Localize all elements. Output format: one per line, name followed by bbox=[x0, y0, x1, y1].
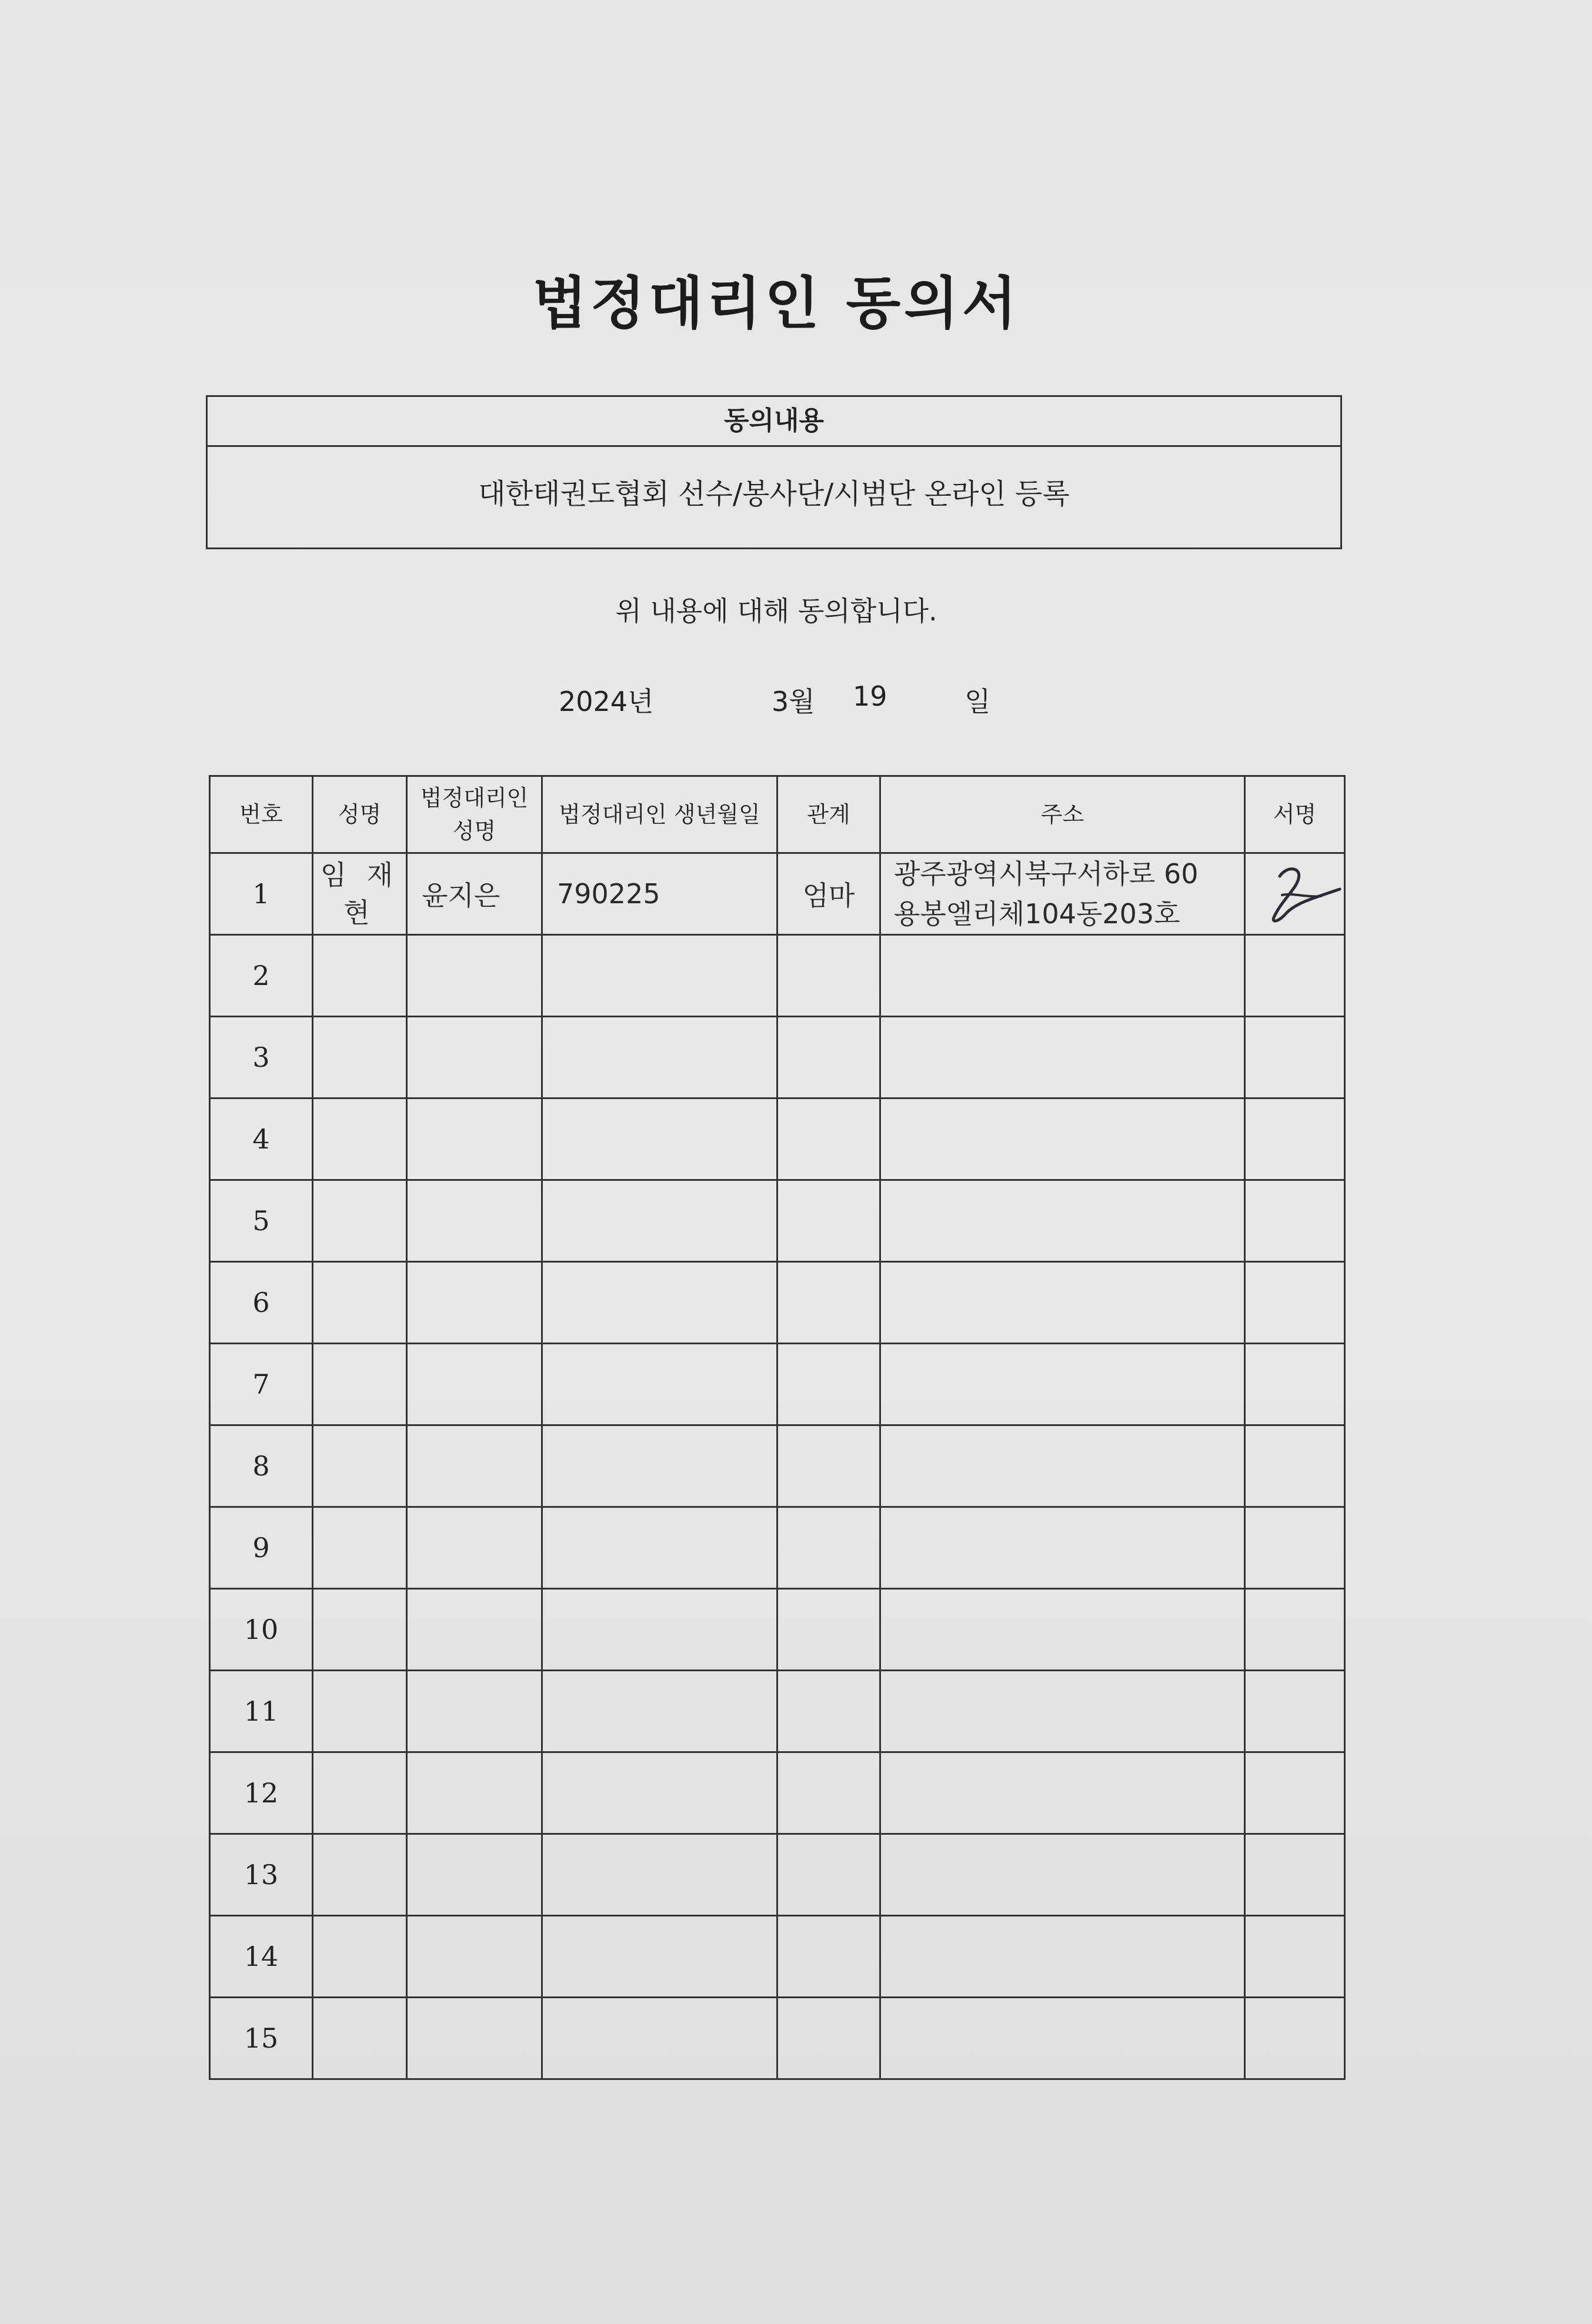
guardian-birthdate bbox=[542, 1834, 777, 1916]
row-number: 6 bbox=[210, 1262, 313, 1344]
relation bbox=[777, 1098, 880, 1180]
relation bbox=[777, 1017, 880, 1098]
row-number: 9 bbox=[210, 1507, 313, 1589]
address bbox=[880, 935, 1245, 1017]
address-line-1: 광주광역시북구서하로 60 bbox=[894, 858, 1199, 890]
header-signature: 서명 bbox=[1245, 776, 1345, 853]
guardian-birthdate bbox=[542, 1671, 777, 1752]
guardian-name bbox=[407, 1507, 542, 1589]
guardian-birthdate bbox=[542, 1507, 777, 1589]
relation bbox=[777, 935, 880, 1017]
guardian-name bbox=[407, 1262, 542, 1344]
relation bbox=[777, 1507, 880, 1589]
guardian-name bbox=[407, 1589, 542, 1671]
participant-name bbox=[313, 1425, 407, 1507]
address-line-2: 용봉엘리체104동203호 bbox=[894, 898, 1180, 930]
address bbox=[880, 1916, 1245, 1998]
date-month: 3월 bbox=[772, 686, 815, 717]
relation bbox=[777, 1834, 880, 1916]
guardian-name bbox=[407, 1180, 542, 1262]
guardian-birthdate: 790225 bbox=[542, 853, 777, 935]
signature-cell bbox=[1245, 1998, 1345, 2079]
guardian-birthdate bbox=[542, 1098, 777, 1180]
table-row bbox=[210, 1834, 1345, 1916]
guardian-name bbox=[407, 1834, 542, 1916]
guardian-name bbox=[407, 1425, 542, 1507]
header-guardian-birth: 법정대리인 생년월일 bbox=[542, 776, 777, 853]
row-number: 5 bbox=[210, 1180, 313, 1262]
guardian-name bbox=[407, 1998, 542, 2079]
agreement-statement: 위 내용에 대해 동의합니다. bbox=[615, 595, 937, 627]
guardian-birthdate bbox=[542, 1180, 777, 1262]
address bbox=[880, 1834, 1245, 1916]
table-row bbox=[210, 1998, 1345, 2079]
row-number: 10 bbox=[210, 1589, 313, 1671]
signature-cell bbox=[1245, 1671, 1345, 1752]
address bbox=[880, 1671, 1245, 1752]
guardian-name bbox=[407, 1671, 542, 1752]
address bbox=[880, 853, 1245, 935]
guardian-birthdate bbox=[542, 1344, 777, 1425]
table-row bbox=[210, 1425, 1345, 1507]
guardian-birthdate bbox=[542, 935, 777, 1017]
relation bbox=[777, 1180, 880, 1262]
table-row bbox=[210, 1344, 1345, 1425]
participant-name bbox=[313, 1344, 407, 1425]
participant-name bbox=[313, 1998, 407, 2079]
row-number: 8 bbox=[210, 1425, 313, 1507]
table-row bbox=[210, 1752, 1345, 1834]
address bbox=[880, 1180, 1245, 1262]
document-title: 법정대리인 동의서 bbox=[532, 271, 1020, 336]
guardian-birthdate bbox=[542, 1425, 777, 1507]
guardian-name bbox=[407, 935, 542, 1017]
address bbox=[880, 1344, 1245, 1425]
table-header-row bbox=[210, 776, 1345, 853]
participant-name: 임 재 현 bbox=[313, 853, 407, 935]
guardian-birthdate bbox=[542, 1998, 777, 2079]
date-day-label: 일 bbox=[964, 686, 991, 717]
signature-cell bbox=[1245, 1507, 1345, 1589]
table-row bbox=[210, 1507, 1345, 1589]
row-number: 15 bbox=[210, 1998, 313, 2079]
guardian-name: 윤지은 bbox=[407, 853, 542, 935]
participant-name bbox=[313, 1752, 407, 1834]
header-number: 번호 bbox=[210, 776, 313, 853]
signature-cell bbox=[1245, 935, 1345, 1017]
date-day-value: 19 bbox=[853, 680, 887, 712]
signature-cell bbox=[1245, 1098, 1345, 1180]
table-row bbox=[210, 1671, 1345, 1752]
signature-cell bbox=[1245, 853, 1345, 935]
relation bbox=[777, 1671, 880, 1752]
table-row bbox=[210, 1262, 1345, 1344]
guardian-birthdate bbox=[542, 1752, 777, 1834]
participant-name bbox=[313, 1180, 407, 1262]
signature-cell bbox=[1245, 1834, 1345, 1916]
guardian-name bbox=[407, 1098, 542, 1180]
relation bbox=[777, 1589, 880, 1671]
relation bbox=[777, 1425, 880, 1507]
guardian-birthdate bbox=[542, 1017, 777, 1098]
header-relation: 관계 bbox=[777, 776, 880, 853]
consent-roster-table bbox=[209, 775, 1346, 2080]
row-number: 14 bbox=[210, 1916, 313, 1998]
row-number: 12 bbox=[210, 1752, 313, 1834]
address bbox=[880, 1589, 1245, 1671]
header-guardian-name: 법정대리인 성명 bbox=[407, 776, 542, 853]
guardian-name bbox=[407, 1752, 542, 1834]
header-name: 성명 bbox=[313, 776, 407, 853]
relation bbox=[777, 1998, 880, 2079]
participant-name bbox=[313, 1262, 407, 1344]
table-row bbox=[210, 1916, 1345, 1998]
signature-cell bbox=[1245, 1752, 1345, 1834]
row-number: 13 bbox=[210, 1834, 313, 1916]
address bbox=[880, 1752, 1245, 1834]
consent-header: 동의내용 bbox=[208, 397, 1340, 447]
address bbox=[880, 1017, 1245, 1098]
address bbox=[880, 1098, 1245, 1180]
guardian-name bbox=[407, 1344, 542, 1425]
handwritten-signature bbox=[1246, 854, 1345, 934]
address bbox=[880, 1507, 1245, 1589]
row-number: 2 bbox=[210, 935, 313, 1017]
participant-name bbox=[313, 1017, 407, 1098]
row-number: 4 bbox=[210, 1098, 313, 1180]
relation bbox=[777, 1344, 880, 1425]
signature-cell bbox=[1245, 1180, 1345, 1262]
table-row bbox=[210, 1180, 1345, 1262]
header-address: 주소 bbox=[880, 776, 1245, 853]
relation bbox=[777, 1916, 880, 1998]
relation bbox=[777, 1262, 880, 1344]
relation: 엄마 bbox=[777, 853, 880, 935]
row-number: 11 bbox=[210, 1671, 313, 1752]
row-number: 7 bbox=[210, 1344, 313, 1425]
participant-name bbox=[313, 1916, 407, 1998]
table-row bbox=[210, 1589, 1345, 1671]
row-number: 3 bbox=[210, 1017, 313, 1098]
signature-cell bbox=[1245, 1262, 1345, 1344]
signature-cell bbox=[1245, 1425, 1345, 1507]
guardian-birthdate bbox=[542, 1916, 777, 1998]
signature-cell bbox=[1245, 1916, 1345, 1998]
address bbox=[880, 1425, 1245, 1507]
participant-name bbox=[313, 935, 407, 1017]
date-year: 2024년 bbox=[559, 686, 654, 717]
signature-cell bbox=[1245, 1017, 1345, 1098]
consent-box bbox=[206, 395, 1342, 549]
address bbox=[880, 1262, 1245, 1344]
table-row bbox=[210, 853, 1345, 935]
relation bbox=[777, 1752, 880, 1834]
participant-name bbox=[313, 1507, 407, 1589]
signature-cell bbox=[1245, 1344, 1345, 1425]
guardian-birthdate bbox=[542, 1589, 777, 1671]
table-row bbox=[210, 935, 1345, 1017]
signature-cell bbox=[1245, 1589, 1345, 1671]
participant-name bbox=[313, 1589, 407, 1671]
consent-text: 대한태권도협회 선수/봉사단/시범단 온라인 등록 bbox=[478, 478, 1070, 510]
guardian-name bbox=[407, 1916, 542, 1998]
table-row bbox=[210, 1098, 1345, 1180]
participant-name bbox=[313, 1834, 407, 1916]
participant-name bbox=[313, 1098, 407, 1180]
guardian-name bbox=[407, 1017, 542, 1098]
guardian-birthdate bbox=[542, 1262, 777, 1344]
row-number: 1 bbox=[210, 853, 313, 935]
participant-name bbox=[313, 1671, 407, 1752]
table-row bbox=[210, 1017, 1345, 1098]
address bbox=[880, 1998, 1245, 2079]
